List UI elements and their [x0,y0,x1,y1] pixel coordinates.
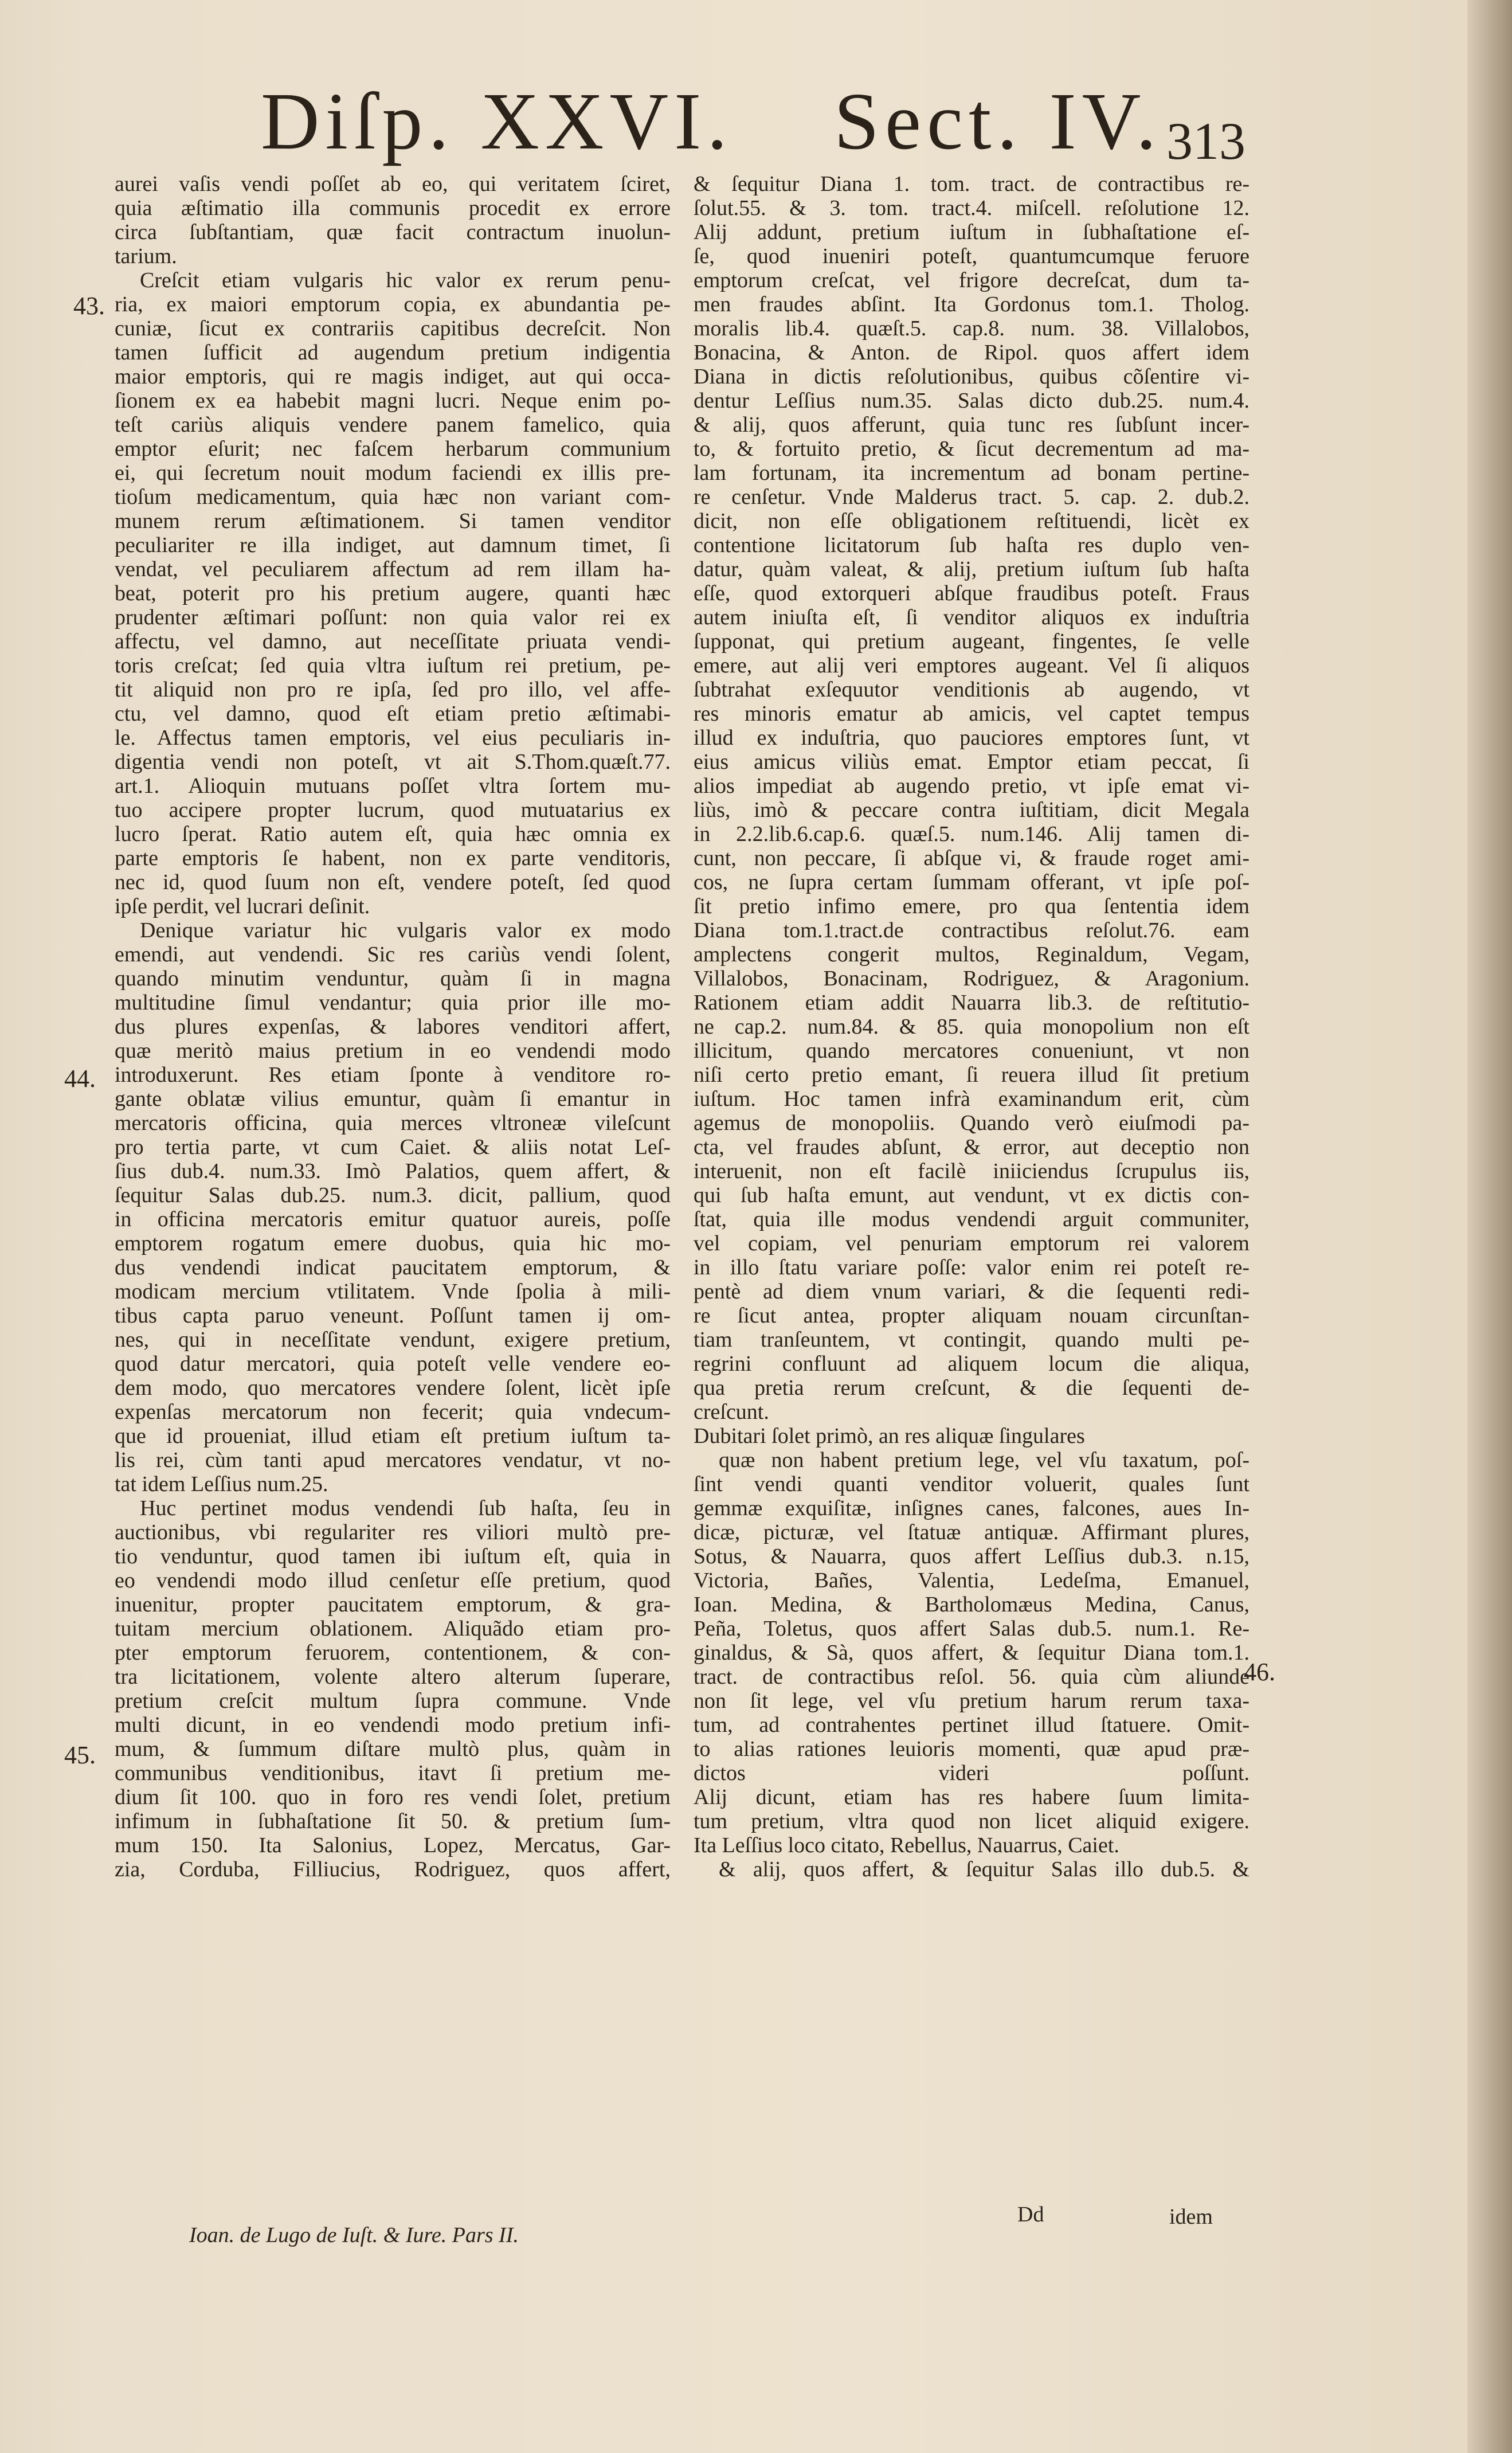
catchword: idem [1169,2205,1213,2229]
text-line: tamen ſufficit ad augendum pretium indigentia [115,341,671,365]
text-line: re ſicut antea, propter aliquam nouam circunſtan- [694,1304,1249,1328]
text-line: Diana in dictis reſolutionibus, quibus cõſentire vi- [694,365,1249,389]
text-line: in illo ſtatu variare poſſe: valor enim rei poteſt re- [694,1255,1249,1280]
text-line: in 2.2.lib.6.cap.6. quæſ.5. num.146. Alij tamen di- [694,822,1249,846]
page-edge [1467,0,1512,2453]
text-line: interuenit, non eſt facilè iniiciendus ſcrupulus iis, [694,1159,1249,1183]
text-line: & ſequitur Diana 1. tom. tract. de contractibus re- [694,172,1249,196]
text-line: affectu, vel damno, aut neceſſitate priuata vendi- [115,629,671,654]
text-line: gemmæ exquiſitæ, inſignes canes, falcones, aues In- [694,1496,1249,1520]
text-line: quia æſtimatio illa communis procedit ex errore [115,196,671,220]
text-line: iuſtum. Hoc tamen infrà examinandum erit, cùm [694,1087,1249,1111]
text-line: cunt, non peccare, ſi abſque vi, & fraude roget ami- [694,846,1249,870]
text-line: inuenitur, propter paucitatem emptorum, & gra- [115,1593,671,1617]
text-line: Rationem etiam addit Nauarra lib.3. de reſtitutio- [694,991,1249,1015]
right-text-column [694,172,1249,1881]
text-line: tiam tranſeuntem, vt contingit, quando multi pe- [694,1328,1249,1352]
text-line: cuniæ, ſicut ex contrariis capitibus decreſcit. Non [115,316,671,341]
text-line: dicæ, pictuɾæ, vel ſtatuæ antiquæ. Affirmant plures, [694,1520,1249,1544]
text-line: tuitam mercium oblationem. Aliquãdo etiam pro- [115,1617,671,1641]
text-line: eo vendendi modo illud cenſetur eſſe pretium, quod [115,1568,671,1593]
text-line: eius amicus viliùs emat. Emptor etiam peccat, ſi [694,750,1249,774]
text-line: ginaldus, & Sà, quos affert, & ſequitur Diana tom.1. [694,1641,1249,1665]
text-line: amplectens congerit multos, Reginaldum, Vegam, [694,942,1249,967]
text-line: ne cap.2. num.84. & 85. quia monopolium non eſt [694,1015,1249,1039]
text-line: Alij addunt, pretium iuſtum in ſubhaſtatione eſ- [694,220,1249,244]
text-line: tit aliquid non pro re ipſa, ſed pro illo, vel affe- [115,678,671,702]
text-line: tat idem Leſſius num.25. [115,1472,328,1496]
text-line: ſionem ex ea habebit magni lucri. Neque enim po- [115,389,671,413]
text-line: teſt cariùs aliquis vendere panem famelico, quia [115,413,671,437]
running-head-section: Sect. IV. [834,76,1162,166]
text-line: zia, Corduba, Filliucius, Rodriguez, quos affert, [115,1857,671,1881]
text-line: quæ meritò maius pretium in eo vendendi modo [115,1039,671,1063]
text-line: emptorum creſcat, vel frigore decreſcat, dum ta- [694,268,1249,292]
text-line: dictos videri poſſunt. [694,1761,1249,1785]
text-line: multitudine ſimul vendantur; quia prior ille mo- [115,991,671,1015]
margin-number-44: 44. [64,1065,96,1093]
running-head-disputation: Diſp. XXVI. [261,76,733,166]
text-line: pro tertia parte, vt cum Caiet. & aliis notat Leſ- [115,1135,671,1159]
text-line: re cenſetur. Vnde Malderus tract. 5. cap. 2. dub.2. [694,485,1249,509]
text-line: tuo accipere propter lucrum, quod mutuatarius ex [115,798,671,822]
text-line: Peña, Toletus, quos affert Salas dub.5. num.1. Re- [694,1617,1249,1641]
text-line: creſcunt. [694,1400,769,1424]
text-line: toris creſcat; ſed quia vltra iuſtum rei pretium, pe- [115,654,671,678]
text-line: pretium creſcit multum ſupra commune. Vnde [115,1689,671,1713]
text-line: aurei vaſis vendi poſſet ab eo, qui veritatem ſciret, [115,172,671,196]
text-line: circa ſubſtantiam, quæ facit contractum inuolun- [115,220,671,244]
text-line: Alij dicunt, etiam has res habere ſuum limita- [694,1785,1249,1809]
text-line: autem iniuſta eſt, ſi venditor aliquos ex induſtria [694,605,1249,629]
text-line: Sotus, & Nauarra, quos affert Leſſius dub.3. n.15, [694,1544,1249,1568]
text-line: communibus venditionibus, itavt ſi pretium me- [115,1761,671,1785]
text-line: pter emptorum feruorem, contentionem, & con- [115,1641,671,1665]
text-line: dem modo, quo mercatores vendere ſolent, licèt ipſe [115,1376,671,1400]
text-line: tio venduntur, quod tamen ibi iuſtum eſt, quia in [115,1544,671,1568]
text-line: ipſe perdit, vel lucrari deſinit. [115,894,370,918]
text-line: alios impediat ab augendo pretio, vt ipſe emat vi- [694,774,1249,798]
text-line: tibus capta paruo veneunt. Poſſunt tamen ij om- [115,1304,671,1328]
signature-mark: Dd [1017,2202,1044,2227]
text-line: que id proueniat, illud etiam eſt pretium iuſtum ta- [115,1424,671,1448]
text-line: ſequitur Salas dub.25. num.3. dicit, pallium, quod [115,1183,671,1207]
text-line: vendat, vel peculiarem affectum ad rem illam ha- [115,557,671,581]
text-line: dicit, non eſſe obligationem reſtituendi, licèt ex [694,509,1249,533]
text-line: moralis lib.4. quæſt.5. cap.8. num. 38. Villalobos, [694,316,1249,341]
text-line: emendi, aut vendendi. Sic res cariùs vendi ſolent, [115,942,671,967]
text-line: Ita Leſſius loco citato, Rebellus, Nauarrus, Caiet. [694,1833,1119,1857]
text-line: cos, ne ſupra certam ſummam offerant, vt ipſe poſ- [694,870,1249,894]
text-line: Ioan. Medina, & Bartholomæus Medina, Canus, [694,1593,1249,1617]
left-text-column [115,172,671,1881]
text-line: lis rei, cùm tanti apud mercatores vendatur, vt no- [115,1448,671,1472]
text-line: infimum in ſubhaſtatione ſit 50. & pretium ſum- [115,1809,671,1833]
text-line: tioſum medicamentum, quia hæc non variant com- [115,485,671,509]
text-line: emptor eſurit; nec faſcem herbarum communium [115,437,671,461]
text-line: liùs, imò & peccare contra iuſtitiam, dicit Megala [694,798,1249,822]
text-line: dentur Leſſius num.35. Salas dicto dub.25. num.4. [694,389,1249,413]
text-line: Huc pertinet modus vendendi ſub haſta, ſeu in [140,1496,671,1520]
text-line: emere, aut alij veri emptores augeant. Vel ſi aliquos [694,654,1249,678]
text-line: ſubtrahat exſequutor venditionis ab augendo, vt [694,678,1249,702]
text-line: prudenter æſtimari poſſunt: non quia valor rei ex [115,605,671,629]
text-line: beat, poterit pro his pretium augere, quanti hæc [115,581,671,605]
text-line: ſit pretio infimo emere, pro qua ſententia idem [694,894,1249,918]
text-line: nec id, quod ſuum non eſt, vendere poteſt, ſed quod [115,870,671,894]
text-line: peculiariter re illa indiget, aut damnum timet, ſi [115,533,671,557]
text-line: vel copiam, vel penuriam emptorum rei valorem [694,1231,1249,1255]
text-line: ſe, quod inueniri poteſt, quantumcumque feruore [694,244,1249,268]
text-line: Villalobos, Bonacinam, Rodriguez, & Aragonium. [694,967,1249,991]
text-line: mum 150. Ita Salonius, Lopez, Mercatus, Gar- [115,1833,671,1857]
text-line: pentè ad diem vnum variari, & die ſequenti redi- [694,1280,1249,1304]
text-line: quod datur mercatori, quia poteſt velle vendere eo- [115,1352,671,1376]
text-line: nes, qui in neceſſitate vendunt, exigere pretium, [115,1328,671,1352]
text-line: contentione licitatorum ſub haſta res duplo ven- [694,533,1249,557]
text-line: ctu, vel damno, quod eſt etiam pretio æſtimabi- [115,702,671,726]
text-line: art.1. Alioquin mutuans poſſet vltra ſortem mu- [115,774,671,798]
text-line: qui ſub haſta emunt, aut vendunt, vt ex dictis con- [694,1183,1249,1207]
text-line: quando minutim venduntur, quàm ſi in magna [115,967,671,991]
text-line: niſi certo pretio emant, ſi reuera illud ſit pretium [694,1063,1249,1087]
text-line: digentia vendi non poteſt, vt ait S.Thom.quæſt.77. [115,750,671,774]
text-line: Diana tom.1.tract.de contractibus reſolut.76. eam [694,918,1249,942]
text-line: to, & fortuito pretio, & ſicut decrementum ad ma- [694,437,1249,461]
text-line: & alij, quos affert, & ſequitur Salas illo dub.5. & [719,1857,1249,1881]
text-line: dus vendendi indicat paucitatem emptorum, & [115,1255,671,1280]
text-line: dus plures expenſas, & labores venditori affert, [115,1015,671,1039]
text-line: le. Affectus tamen emptoris, vel eius peculiaris in- [115,726,671,750]
text-line: illud ex induſtria, quo pauciores emptores ſunt, vt [694,726,1249,750]
text-line: ſupponat, qui pretium augeant, fingentes, ſe velle [694,629,1249,654]
text-line: non ſit lege, vel vſu pretium harum rerum taxa- [694,1689,1249,1713]
text-line: ſint vendi quanti venditor voluerit, quales ſunt [694,1472,1249,1496]
text-line: lucro ſperat. Ratio autem eſt, quia hæc omnia ex [115,822,671,846]
text-line: dium ſit 100. quo in foro res vendi ſolet, pretium [115,1785,671,1809]
text-line: emptorem rogatum emere duobus, quia hic mo- [115,1231,671,1255]
text-line: lam fortunam, ita incrementum ad bonam pertine- [694,461,1249,485]
text-line: cta, vel fraudes abſunt, & error, aut deceptio non [694,1135,1249,1159]
text-line: ria, ex maiori emptorum copia, ex abundantia pe- [115,292,671,316]
text-line: mercatoris officina, quia merces vltroneæ vileſcunt [115,1111,671,1135]
text-line: gante oblatæ vilius emuntur, quàm ſi emantur in [115,1087,671,1111]
text-line: expenſas mercatorum non fecerit; quia vndecum- [115,1400,671,1424]
text-line: tum pretium, vltra quod non licet aliquid exigere. [694,1809,1249,1833]
text-line: agemus de monopoliis. Quando verò eiuſmodi pa- [694,1111,1249,1135]
text-line: tarium. [115,244,177,268]
text-line: ſtat, quia ille modus vendendi arguit communiter, [694,1207,1249,1231]
text-line: tum, ad contrahentes pertinet illud ſtatuere. Omit- [694,1713,1249,1737]
text-line: res minoris ematur ab amicis, vel captet tempus [694,702,1249,726]
text-line: datur, quàm valeat, & alij, pretium iuſtum ſub haſta [694,557,1249,581]
text-line: tra licitationem, volente altero alterum ſuperare, [115,1665,671,1689]
text-line: illicitum, quando mercatores conueniunt, vt non [694,1039,1249,1063]
text-line: qua pretia rerum creſcunt, & die ſequenti de- [694,1376,1249,1400]
text-line: multi dicunt, in eo vendendi modo pretium infi- [115,1713,671,1737]
text-line: men fraudes abſint. Ita Gordonus tom.1. Tholog. [694,292,1249,316]
margin-number-43: 43. [73,292,105,320]
page-number: 313 [1166,112,1245,170]
text-line: quæ non habent pretium lege, vel vſu taxatum, poſ- [719,1448,1249,1472]
text-line: in officina mercatoris emitur quatuor aureis, poſſe [115,1207,671,1231]
text-line: regrini confluunt ad aliquem locum die aliqua, [694,1352,1249,1376]
text-line: mum, & ſummum diſtare multò plus, quàm in [115,1737,671,1761]
text-line: Bonacina, & Anton. de Ripol. quos affert idem [694,341,1249,365]
text-line: to alias rationes leuioris momenti, quæ apud præ- [694,1737,1249,1761]
text-line: ei, qui ſecretum nouit modum faciendi ex illis pre- [115,461,671,485]
text-line: auctionibus, vbi regulariter res viliori multò pre- [115,1520,671,1544]
text-line: parte emptoris ſe habent, non ex parte venditoris, [115,846,671,870]
footer-running-title: Ioan. de Lugo de Iuſt. & Iure. Pars II. [189,2223,519,2247]
text-line: ſolut.55. & 3. tom. tract.4. miſcell. reſolutione 12. [694,196,1249,220]
text-line: Dubitari ſolet primò, an res aliquæ ſingulares [694,1424,1085,1448]
text-line: Victoria, Bañes, Valentia, Ledeſma, Emanuel, [694,1568,1249,1593]
text-line: ſius dub.4. num.33. Imò Palatios, quem affert, & [115,1159,671,1183]
text-line: & alij, quos afferunt, quia tunc res ſubſunt incer- [694,413,1249,437]
text-line: munem rerum æſtimationem. Si tamen venditor [115,509,671,533]
text-line: Denique variatur hic vulgaris valor ex modo [140,918,671,942]
text-line: maior emptoris, qui re magis indiget, aut qui occa- [115,365,671,389]
text-line: modicam mercium vtilitatem. Vnde ſpolia à mili- [115,1280,671,1304]
text-line: introduxerunt. Res etiam ſponte à venditore ro- [115,1063,671,1087]
margin-number-45: 45. [64,1741,96,1769]
margin-number-46: 46. [1244,1658,1275,1686]
text-line: Creſcit etiam vulgaris hic valor ex rerum penu- [140,268,671,292]
text-line: eſſe, quod extorqueri abſque fraudibus poteſt. Fraus [694,581,1249,605]
text-line: tract. de contractibus reſol. 56. quia cùm aliunde [694,1665,1249,1689]
